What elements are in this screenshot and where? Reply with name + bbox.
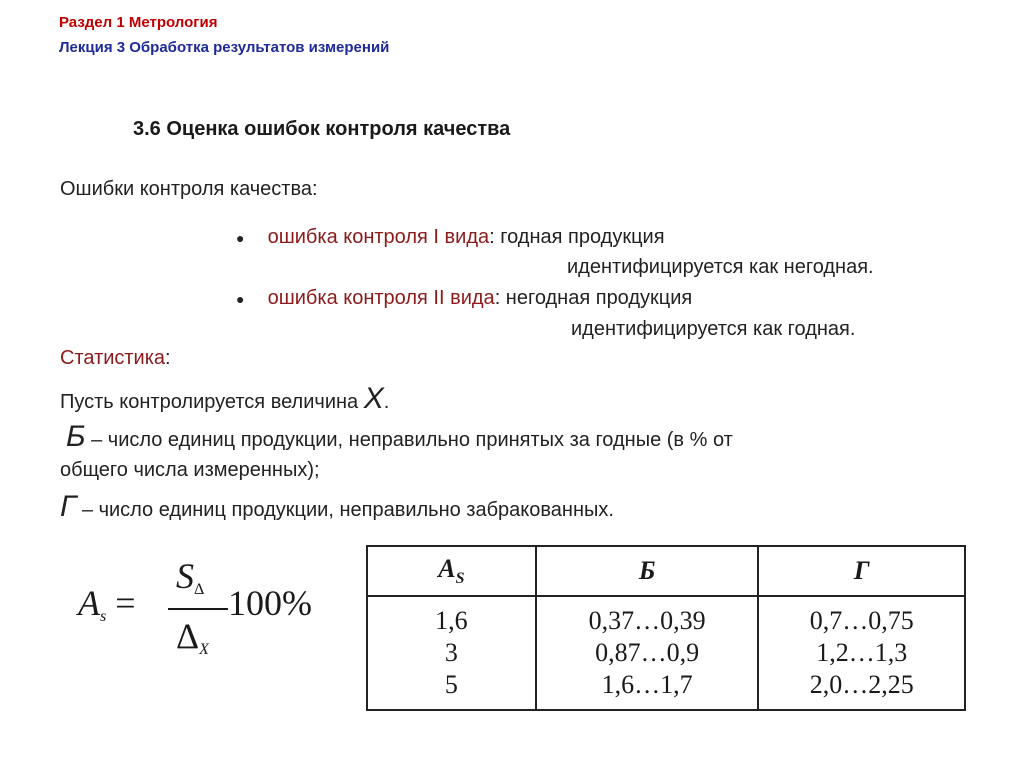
table-header-row [367,546,965,596]
statistics-label: Статистика: [60,347,171,369]
bullet-text: : негодная продукция [494,287,693,309]
bullet-text: : годная продукция [489,226,665,248]
bullet-continuation: идентифицируется как годная. [571,318,856,340]
table-header-cell: $A_S$ [367,546,536,596]
bullet-continuation: идентифицируется как негодная. [567,256,874,278]
table-header-cell: Б [536,546,759,596]
intro-text: Ошибки контроля качества: [60,178,318,200]
x-symbol: X [363,382,384,415]
formula-numerator: $S_\Delta$ [176,556,205,598]
table-header-cell: Г [758,546,965,596]
formula-lhs: $A_s$ = [78,583,136,625]
bullet-term: ошибка контроля II вида [267,287,495,309]
slide-title: 3.6 Оценка ошибок контроля качества [133,118,511,140]
g-definition: Г – число единиц продукции, неправильно забракованных. [60,490,614,523]
b-definition-continuation: общего числа измеренных); [60,459,320,481]
bullet-item-1 [236,226,665,249]
table-row [367,596,965,710]
lecture-heading: Лекция 3 Обработка результатов измерений [59,39,390,56]
formula-denominator: $\Delta_X$ [176,616,209,658]
table-cell: 0,37…0,39 0,87…0,9 1,6…1,7 [536,596,759,710]
formula [78,555,338,665]
bullet-dot-icon: ● [236,230,245,246]
formula-percent: 100% [228,583,312,623]
b-symbol: Б [66,420,86,453]
g-symbol: Г [60,490,77,523]
let-line: Пусть контролируется величина X. [60,382,390,415]
table-cell: 1,6 3 5 [367,596,536,710]
fraction-bar [168,608,228,610]
results-table [366,545,966,711]
table-cell: 0,7…0,75 1,2…1,3 2,0…2,25 [758,596,965,710]
b-definition: Б – число единиц продукции, неправильно принятых за годные (в % от [66,420,733,453]
bullet-item-2 [236,287,692,310]
bullet-dot-icon: ● [236,291,245,307]
bullet-term: ошибка контроля I вида [267,226,490,248]
section-heading: Раздел 1 Метрология [59,14,218,31]
